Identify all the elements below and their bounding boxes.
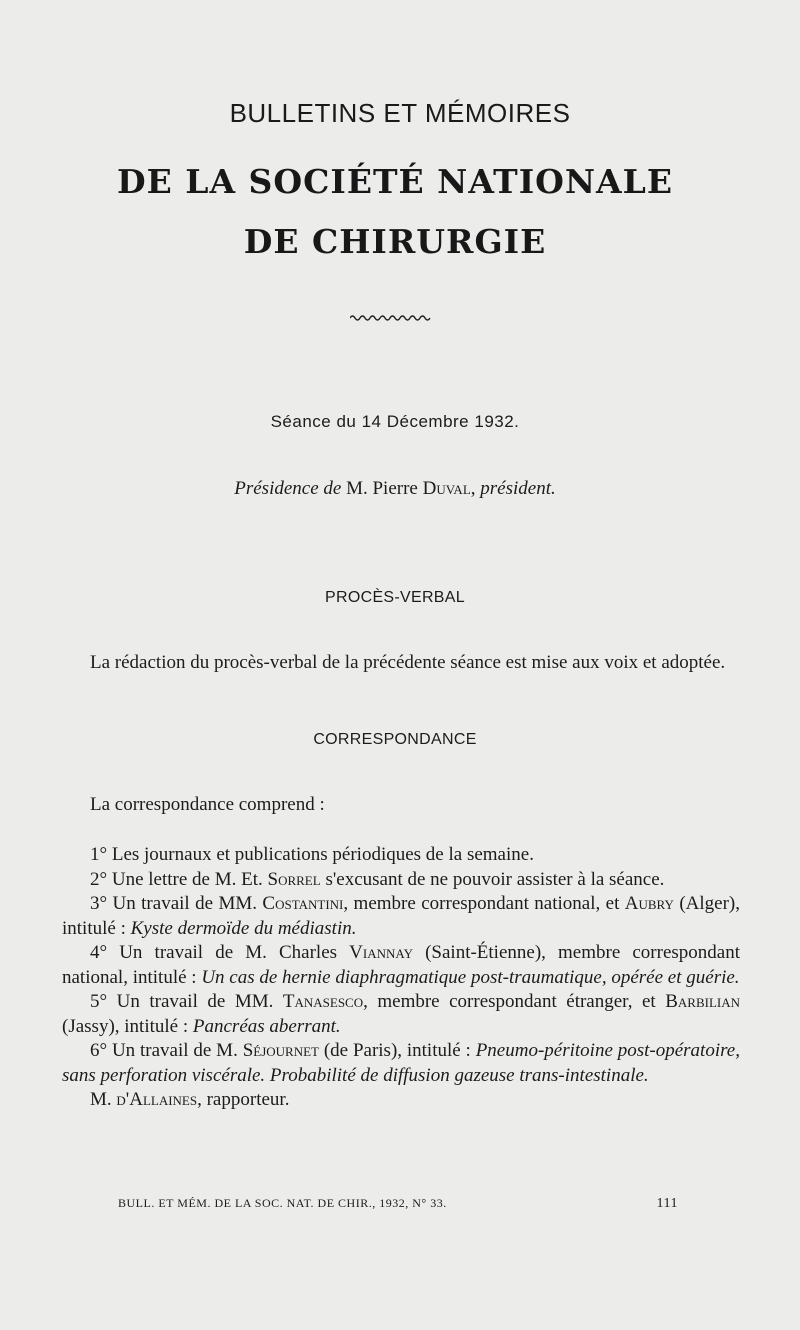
- list-item: 6° Un travail de M. Séjournet (de Paris), intitulé : Pneumo-péritoine post-opératoire, sans perforation viscérale. Probabilité de diffusion gazeuse trans-intestinale.: [62, 1040, 740, 1086]
- presidence-prefix: Présidence de: [234, 478, 342, 499]
- correspondance-heading: CORRESPONDANCE: [313, 731, 477, 748]
- journal-title-line1: BULLETINS ET MÉMOIRES: [229, 98, 571, 128]
- proces-verbal-text: La rédaction du procès-verbal de la précédente séance est mise aux voix et adoptée.: [90, 652, 726, 673]
- presidence-line: Présidence de M. Pierre Duval, président.: [234, 478, 556, 499]
- list-item: 2° Une lettre de M. Et. Sorrel s'excusant de ne pouvoir assister à la séance.: [90, 868, 665, 890]
- journal-title-line2: DE LA SOCIÉTÉ NATIONALE: [116, 162, 673, 201]
- list-item: 3° Un travail de MM. Costantini, membre correspondant national, et Aubry (Alger), intitulé : Kyste dermoïde du médiastin.: [62, 893, 740, 939]
- list-item: 1° Les journaux et publications périodiques de la semaine.: [90, 844, 534, 865]
- journal-title-line3: DE CHIRURGIE: [243, 222, 547, 261]
- page-number: 111: [656, 1196, 678, 1211]
- proces-verbal-heading: PROCÈS-VERBAL: [325, 589, 465, 606]
- list-item: 5° Un travail de MM. Tanasesco, membre correspondant étranger, et Barbilian (Jassy), intitulé : Pancréas aberrant.: [62, 991, 740, 1037]
- seance-date: Séance du 14 Décembre 1932.: [270, 412, 520, 431]
- correspondance-intro: La correspondance comprend :: [90, 794, 325, 815]
- footer-citation: BULL. ET MÉM. DE LA SOC. NAT. DE CHIR., 1932, N° 33.: [118, 1196, 447, 1210]
- wavy-ornament-icon: [350, 312, 432, 324]
- list-item: 4° Un travail de M. Charles Viannay (Saint-Étienne), membre correspondant national, intitulé : Un cas de hernie diaphragmatique post-traumatique, opérée et guérie.: [62, 942, 741, 988]
- president-name: Duval: [422, 478, 471, 499]
- presidence-suffix: président.: [480, 478, 556, 499]
- rapporteur-line: M. d'Allaines, rapporteur.: [90, 1089, 290, 1110]
- presidence-m: M. Pierre: [341, 478, 423, 499]
- correspondance-list: [62, 843, 740, 1113]
